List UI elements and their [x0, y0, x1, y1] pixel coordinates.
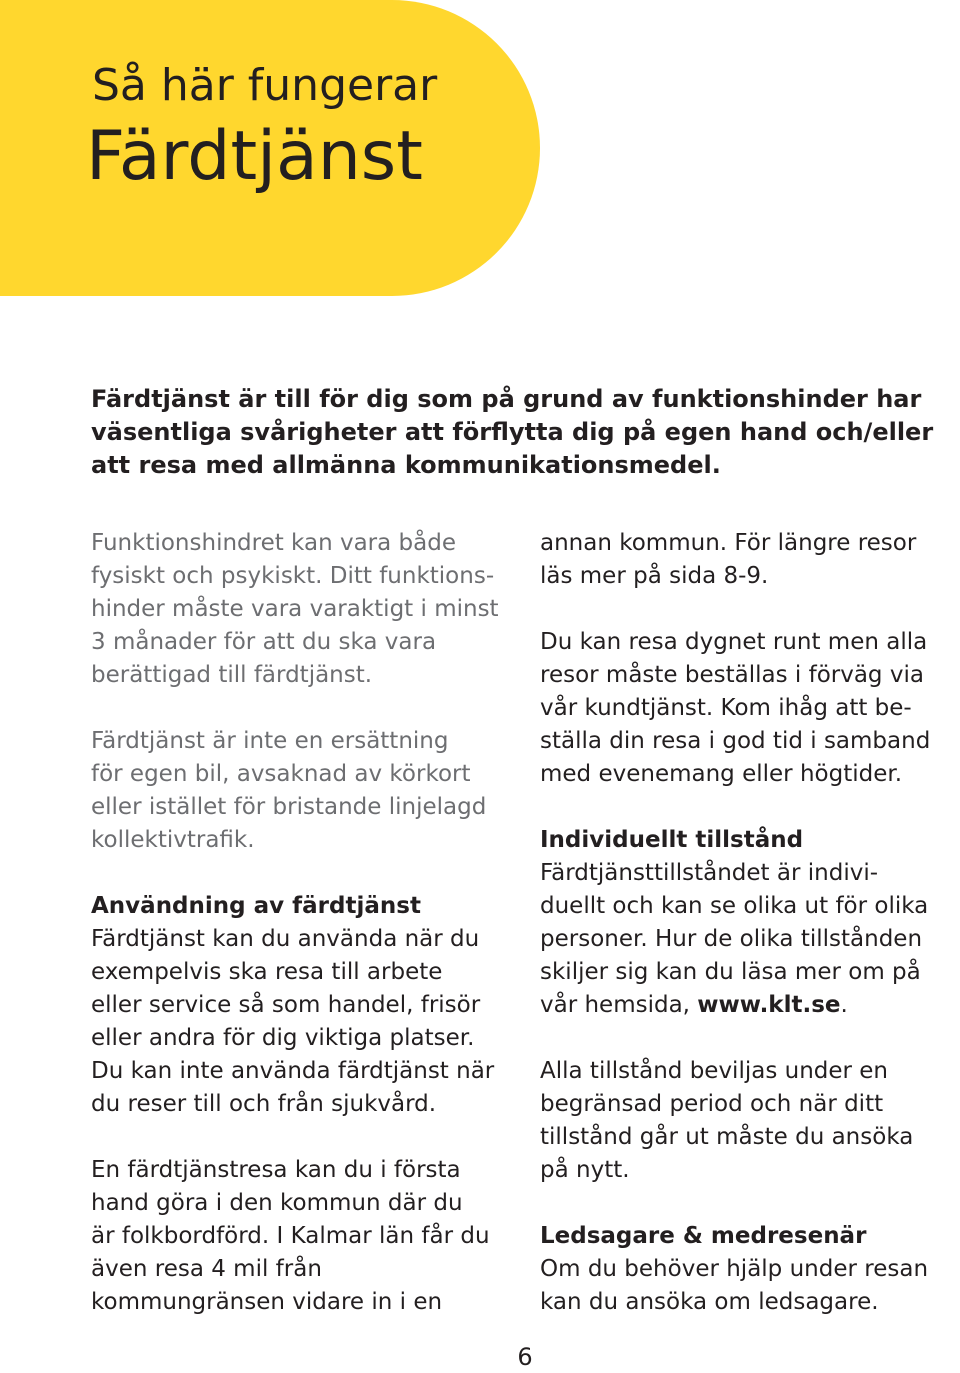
- text-line: läs mer på sida 8-9.: [540, 563, 769, 589]
- intro-line: väsentliga svårigheter att förflytta dig på egen hand och/eller: [91, 418, 934, 446]
- link-suffix: .: [840, 992, 848, 1018]
- text-line: duellt och kan se olika ut för olika: [540, 893, 929, 919]
- text-line: fysiskt och psykiskt. Ditt funktions-: [91, 563, 495, 589]
- text-line: tillstånd går ut måste du ansöka: [540, 1124, 914, 1150]
- text-line: är folkbordförd. I Kalmar län får du: [91, 1223, 490, 1249]
- text-line: för egen bil, avsaknad av körkort: [91, 761, 471, 787]
- text-line: Funktionshindret kan vara både: [91, 530, 456, 556]
- text-line: begränsad period och när ditt: [540, 1091, 884, 1117]
- intro-line: Färdtjänst är till för dig som på grund av funktionshinder har: [91, 385, 922, 413]
- text-line: även resa 4 mil från: [91, 1256, 322, 1282]
- intro-line: att resa med allmänna kommunikationsmedel.: [91, 451, 721, 479]
- text-line: du reser till och från sjukvård.: [91, 1091, 437, 1117]
- text-line: hinder måste vara varaktigt i minst: [91, 596, 499, 622]
- paragraph-not-replacement: [91, 725, 523, 857]
- text-line: Alla tillstånd beviljas under en: [540, 1058, 889, 1084]
- right-column: [540, 527, 960, 1319]
- text-line: Du kan inte använda färdtjänst när: [91, 1058, 495, 1084]
- section-heading-usage: Användning av färdtjänst: [91, 893, 421, 919]
- text-line: 3 månader för att du ska vara: [91, 629, 437, 655]
- text-line: kollektivtrafik.: [91, 827, 255, 853]
- paragraph-booking: [540, 626, 960, 791]
- left-column: [91, 527, 523, 1319]
- section-heading-permit: Individuellt tillstånd: [540, 827, 804, 853]
- text-line: personer. Hur de olika tillstånden: [540, 926, 923, 952]
- text-line: Färdtjänsttillståndet är indivi-: [540, 860, 879, 886]
- text-line: eller service så som handel, frisör: [91, 992, 481, 1018]
- page-title: Färdtjänst: [86, 117, 423, 196]
- text-line: Färdtjänst kan du använda när du: [91, 926, 480, 952]
- paragraph-disability-duration: [91, 527, 523, 692]
- text-line: Du kan resa dygnet runt men alla: [540, 629, 928, 655]
- text-line-with-link: [540, 989, 960, 1022]
- text-line: kan du ansöka om ledsagare.: [540, 1289, 879, 1315]
- text-line: eller istället för bristande linjelagd: [91, 794, 487, 820]
- paragraph-other-municipality: [540, 527, 960, 593]
- text-line: exempelvis ska resa till arbete: [91, 959, 443, 985]
- text-line: hand göra i den kommun där du: [91, 1190, 463, 1216]
- section-companion: [540, 1220, 960, 1319]
- text-line: berättigad till färdtjänst.: [91, 662, 373, 688]
- text-line: resor måste beställas i förväg via: [540, 662, 924, 688]
- text-line: skiljer sig kan du läsa mer om på: [540, 959, 921, 985]
- intro-paragraph: [91, 383, 957, 482]
- text-line: på nytt.: [540, 1157, 630, 1183]
- text-line: Färdtjänst är inte en ersättning: [91, 728, 449, 754]
- website-link[interactable]: www.klt.se: [697, 992, 841, 1018]
- text-line: kommungränsen vidare in i en: [91, 1289, 443, 1315]
- text-line: vår kundtjänst. Kom ihåg att be-: [540, 695, 912, 721]
- paragraph-permit-period: [540, 1055, 960, 1187]
- paragraph-home-municipality: [91, 1154, 523, 1319]
- text-line: eller andra för dig viktiga platser.: [91, 1025, 475, 1051]
- text-line: med evenemang eller högtider.: [540, 761, 903, 787]
- section-individual-permit: [540, 824, 960, 1022]
- page-subtitle: Så här fungerar: [92, 60, 438, 111]
- text-line: En färdtjänstresa kan du i första: [91, 1157, 461, 1183]
- link-prefix: vår hemsida,: [540, 992, 698, 1018]
- text-line: Om du behöver hjälp under resan: [540, 1256, 929, 1282]
- page-number: 6: [517, 1343, 533, 1371]
- text-line: ställa din resa i god tid i samband: [540, 728, 931, 754]
- section-usage: [91, 890, 523, 1121]
- section-heading-companion: Ledsagare & medresenär: [540, 1223, 867, 1249]
- text-line: annan kommun. För längre resor: [540, 530, 917, 556]
